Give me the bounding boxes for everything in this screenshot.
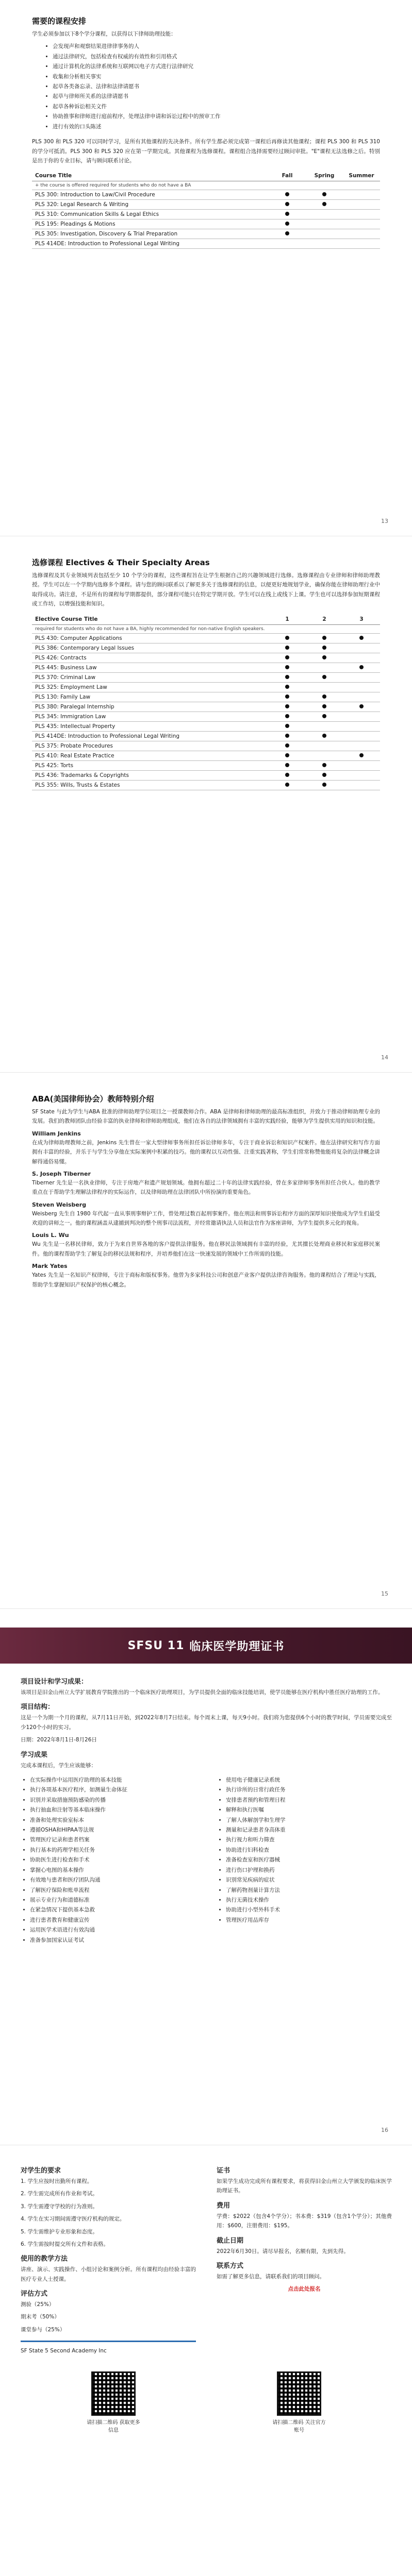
list-item: • 收集和分析相关事实 [53, 72, 380, 82]
availability-cell [343, 653, 380, 663]
course-title: PLS 445: Business Law [32, 663, 269, 672]
deadline-title: 截止日期 [217, 2236, 244, 2245]
fee-title: 费用 [217, 2201, 230, 2210]
availability-cell [269, 210, 306, 219]
availability-cell [343, 229, 380, 239]
list-item: • 执行抽血和注射等基本临床操作 [30, 1805, 196, 1815]
dot-icon [285, 734, 289, 738]
elective-course-table [32, 614, 380, 790]
outcomes-columns [21, 1773, 392, 1951]
availability-cell [269, 751, 306, 760]
course-title: PLS 375: Probate Procedures [32, 741, 269, 751]
table-row [32, 692, 380, 702]
list-item: • 准备检查室和医疗器械 [226, 1855, 392, 1865]
divider [21, 2341, 196, 2342]
list-item: • 协助医生进行检查和手术 [30, 1855, 196, 1865]
dot-icon [359, 704, 364, 708]
availability-cell [306, 190, 343, 200]
list-item: • 协助进行小型外科手术 [226, 1905, 392, 1915]
list-item: • 通过法律研究，包括检查有权威的有效性和引用格式 [53, 52, 380, 62]
availability-cell [343, 702, 380, 711]
availability-cell [269, 672, 306, 682]
list-item: • 运用医学术语进行有效沟通 [30, 1925, 196, 1935]
availability-cell [306, 200, 343, 210]
faculty-bio: Yates 先生是一名知识产权律师，专注于商标和版权事务。他曾为多家科技公司和创意产业客户提供法律咨询服务。他的课程结合了理论与实践，帮助学生掌握知识产权保护的核心概念。 [32, 1272, 380, 1288]
dot-icon [322, 773, 326, 777]
availability-cell [343, 731, 380, 741]
list-item: • 管理医疗记录和患者档案 [30, 1835, 196, 1845]
course-title: PLS 300: Introduction to Law/Civil Procedure [32, 190, 269, 200]
availability-cell [306, 229, 343, 239]
dot-icon [285, 202, 289, 206]
dot-icon [285, 753, 289, 757]
table-row [32, 682, 380, 692]
availability-cell [306, 633, 343, 643]
course-title: PLS 325: Employment Law [32, 682, 269, 692]
column-header: Course Title [32, 171, 269, 181]
list-item: • 起草各类备忘录、法律和法律请愿书 [53, 82, 380, 92]
column-header: Summer [343, 171, 380, 181]
project-paragraph: 该项目是旧金山州立大学扩展教育学院推出的一个临床医疗助理项目，为学员提供全面的临床技能培训，使学员能够在医疗机构中胜任医疗助理的工作。 [21, 1689, 384, 1696]
info-paragraph: 选修课程及其专业领域列表包括至少 10 个学分的课程，这些课程旨在让学生根据自己的兴趣领域进行选修。选修课程由专业律师和律师助理教授。学生可以在一个学期内选修多个课程。请与您的顾问联系以了解更多关于选修课程的信息，以便更好地规划学业，确保你能在律师助理行业中取得成功。请注意，不是所有的课程每学期都提供，部分课程可能只在特定学期开放。学生可以在线上或线下上课。学生也可以选择参加短期课程或工作坊，以增强技能和知识。 [32, 572, 380, 607]
list-item: 测验（25%） [21, 2301, 55, 2308]
availability-cell [306, 663, 343, 672]
availability-cell [269, 643, 306, 653]
table-row [32, 711, 380, 721]
list-item: • 管理医疗用品库存 [226, 1916, 392, 1925]
availability-cell [343, 770, 380, 780]
list-item: • 使用电子健康记录系统 [226, 1775, 392, 1785]
dot-icon [322, 734, 326, 738]
column-header: Spring [306, 171, 343, 181]
schedule-paragraph: 这是一个为期一个月的课程，从7月11日开始，到2022年8月7日结束。每个周末上课，每天9小时。我们将为您提供6个小时的教学时间，学员需要完成至少120个小时的实习。 [21, 1715, 392, 1731]
register-link[interactable]: 点击此处报名 [288, 2286, 321, 2293]
table-row [32, 741, 380, 751]
list-item: • 掌握心电图的基本操作 [30, 1866, 196, 1875]
list-item: • 准备和处理实验室标本 [30, 1816, 196, 1825]
page-number: 15 [381, 1590, 388, 1597]
schedule-title: 项目结构： [21, 1703, 55, 1711]
course-title: PLS 430: Computer Applications [32, 633, 269, 643]
availability-cell [269, 741, 306, 751]
dot-icon [322, 704, 326, 708]
course-title: PLS 425: Torts [32, 760, 269, 770]
dot-icon [285, 763, 289, 767]
requirements-list [21, 2177, 196, 2249]
availability-cell [343, 672, 380, 682]
program-banner [0, 1628, 412, 1664]
qr-row [21, 2371, 392, 2433]
list-item: • 遵循OSHA和HIPAA等法规 [30, 1825, 196, 1835]
table-row [32, 200, 380, 210]
availability-cell [306, 731, 343, 741]
section-title: 需要的课程安排 [32, 16, 87, 26]
dot-icon [322, 646, 326, 650]
list-item: 2. 学生需完成所有作业和考试。 [21, 2191, 98, 2197]
dot-icon [322, 192, 326, 196]
availability-cell [269, 682, 306, 692]
dot-icon [285, 646, 289, 650]
dot-icon [285, 694, 289, 699]
availability-cell [343, 633, 380, 643]
availability-cell [306, 210, 343, 219]
list-item: • 协助推事和律师进行庭前程序，处理法律申请和诉讼过程中的预审工作 [53, 112, 380, 122]
column-header: 2 [306, 614, 343, 625]
dot-icon [285, 714, 289, 718]
methods-paragraph: 讲座、演示、实践操作、小组讨论和案例分析。所有课程均由经验丰富的医疗专业人士授课。 [21, 2266, 196, 2282]
course-title: PLS 410: Real Estate Practice [32, 751, 269, 760]
list-item: • 测量和记录患者身高体重 [226, 1825, 392, 1835]
availability-cell [306, 721, 343, 731]
methods-title: 使用的教学方法 [21, 2255, 68, 2263]
availability-cell [269, 219, 306, 229]
requirements-title: 对学生的要求 [21, 2167, 61, 2175]
table-row [32, 219, 380, 229]
electives-section [32, 557, 380, 790]
list-item: 期末考（50%） [21, 2314, 60, 2320]
required-courses-section [32, 15, 380, 249]
list-item: 课堂参与（25%） [21, 2326, 65, 2333]
dot-icon [285, 655, 289, 659]
list-item: • 解释和执行医嘱 [226, 1805, 392, 1815]
list-item: • 有效地与患者和医疗团队沟通 [30, 1875, 196, 1885]
page-16 [0, 1609, 412, 2145]
list-item: • 进行伤口护理和换药 [226, 1866, 392, 1875]
course-title: PLS 414DE: Introduction to Professional Legal Writing [32, 731, 269, 741]
availability-cell [306, 711, 343, 721]
right-column [217, 2161, 392, 2359]
dot-icon [322, 675, 326, 679]
table-row [32, 770, 380, 780]
availability-cell [269, 702, 306, 711]
list-item: • 识别并采取措施预防感染的传播 [30, 1795, 196, 1805]
list-item: • 展示专业行为和道德标准 [30, 1895, 196, 1905]
course-title: PLS 436: Trademarks & Copyrights [32, 770, 269, 780]
dot-icon [322, 655, 326, 659]
fee-paragraph: 学费：$2022（包含4个学分）；书本费：$319（包含1个学分）；其他费用：$600，注册费用：$195。 [217, 2213, 392, 2229]
list-item: 1. 学生应按时出勤所有课程。 [21, 2178, 93, 2184]
page-17 [0, 2145, 412, 2576]
list-item: • 起草与律师所关系的法律请愿书 [53, 92, 380, 101]
qr-caption: 请扫描二维码 获取更多信息 [87, 2419, 140, 2433]
section-title: 选修课程 Electives & Their Specialty Areas [32, 558, 210, 567]
availability-cell [343, 780, 380, 790]
page-13 [0, 0, 412, 536]
table-row [32, 702, 380, 711]
dot-icon [359, 636, 364, 640]
availability-cell [269, 229, 306, 239]
skills-list [32, 42, 380, 132]
dot-icon [322, 783, 326, 787]
table-row [32, 653, 380, 663]
faculty-name: Louis L. Wu [32, 1232, 69, 1239]
list-item: • 通过计算机化的法律系统和互联网以电子方式进行法律研究 [53, 62, 380, 72]
course-title: PLS 370: Criminal Law [32, 672, 269, 682]
availability-cell [343, 711, 380, 721]
availability-cell [306, 751, 343, 760]
certificate-paragraph: 如果学生成功完成所有课程要求，将获得旧金山州立大学颁发的临床医学助理证书。 [217, 2178, 392, 2194]
column-header: 1 [269, 614, 306, 625]
availability-cell [269, 633, 306, 643]
faculty-name: William Jenkins [32, 1130, 81, 1137]
course-title: PLS 345: Immigration Law [32, 711, 269, 721]
dot-icon [285, 222, 289, 226]
qr-caption: 请扫描二维码 关注官方账号 [272, 2419, 326, 2433]
table-row [32, 229, 380, 239]
schedule-date: 日期：2022年8月1日-8月26日 [21, 1737, 97, 1743]
faculty-section [32, 1093, 380, 1293]
certificate-title: 证书 [217, 2167, 230, 2175]
dot-icon [285, 704, 289, 708]
course-title: PLS 355: Wills, Trusts & Estates [32, 780, 269, 790]
availability-cell [269, 721, 306, 731]
table-row [32, 760, 380, 770]
faculty-name: Steven Weisberg [32, 1201, 87, 1208]
table-row [32, 672, 380, 682]
contact-title: 联系方式 [217, 2262, 244, 2270]
availability-cell [306, 239, 343, 249]
required-course-table [32, 171, 380, 249]
availability-cell [343, 663, 380, 672]
company-name: SF State 5 Second Academy Inc [21, 2348, 107, 2354]
availability-cell [306, 653, 343, 663]
list-item: • 了解医疗保险和账单流程 [30, 1886, 196, 1895]
info-paragraph: PLS 300 和 PLS 320 可以同时学习，是所有其他课程的先决条件。所有学生都必须完成第一课程后再修读其他课程；课程 PLS 300 和 PLS 310 的学分可抵消。PLS 300 和 PLS 320 应在第一学期完成。其他课程为选修课程。课程组合选择需要经过顾问审批。"E"课程无法选修之后。特别是出于你的专业目标，请与顾问联系讨论。 [32, 139, 380, 164]
dot-icon [285, 665, 289, 669]
outcomes-list-right [217, 1775, 392, 1945]
availability-cell [343, 692, 380, 702]
dot-icon [285, 685, 289, 689]
column-header: Fall [269, 171, 306, 181]
dot-icon [285, 192, 289, 196]
page-number: 16 [381, 2127, 388, 2133]
availability-cell [343, 643, 380, 653]
dot-icon [322, 763, 326, 767]
course-title: PLS 305: Investigation, Discovery & Trial Preparation [32, 229, 269, 239]
page-number: 13 [381, 518, 388, 524]
availability-cell [269, 653, 306, 663]
availability-cell [343, 741, 380, 751]
availability-cell [343, 239, 380, 249]
list-item: • 执行基本的药理学相关任务 [30, 1845, 196, 1855]
grading-list [21, 2300, 196, 2334]
page-15 [0, 1073, 412, 1609]
dot-icon [285, 212, 289, 216]
list-item: 6. 学生需按时提交所有文件和表格。 [21, 2241, 109, 2247]
availability-cell [306, 643, 343, 653]
requirements-content [21, 2161, 392, 2433]
list-item: 3. 学生需遵守学校的行为准则。 [21, 2203, 98, 2210]
program-content [21, 1672, 392, 1951]
faculty-name: S. Joseph Tiberner [32, 1170, 91, 1177]
course-title: PLS 414DE: Introduction to Professional Legal Writing [32, 239, 269, 249]
list-item: • 了解人体解剖学和生理学 [226, 1816, 392, 1825]
table-row [32, 239, 380, 249]
list-item: • 执行视力和听力筛查 [226, 1835, 392, 1845]
dot-icon [322, 636, 326, 640]
table-row [32, 780, 380, 790]
list-item: • 了解药物剂量计算方法 [226, 1886, 392, 1895]
qr-block [85, 2371, 142, 2433]
availability-cell [306, 780, 343, 790]
availability-cell [343, 760, 380, 770]
course-title: PLS 130: Family Law [32, 692, 269, 702]
availability-cell [343, 200, 380, 210]
course-title: PLS 310: Communication Skills & Legal Ethics [32, 210, 269, 219]
table-row [32, 731, 380, 741]
qr-block [271, 2371, 327, 2433]
availability-cell [343, 210, 380, 219]
list-item: • 进行患者教育和健康宣传 [30, 1916, 196, 1925]
list-item: • 会发现声和观察结果进律律事务的人 [53, 42, 380, 52]
availability-cell [269, 190, 306, 200]
table-row [32, 190, 380, 200]
contact-paragraph: 如需了解更多信息，请联系我们的项目顾问。 [217, 2273, 325, 2280]
list-item: • 执行诊所的日常行政任务 [226, 1785, 392, 1795]
column-header: Elective Course Title [32, 614, 269, 625]
faculty-bio: Weisberg 先生自 1980 年代起一直从事刑事辩护工作，曾处理过数百起刑事案件。他在刑法和刑事诉讼程序方面的深厚知识使他成为学生们最受欢迎的讲师之一。他的课程涵盖从逮捕到判决的整个刑事司法流程，并经常邀请执法人员和法官作为客座讲师，为学生提供多元化的视角。 [32, 1210, 380, 1226]
availability-cell [343, 721, 380, 731]
qr-code-icon[interactable] [91, 2371, 136, 2416]
table-row [32, 721, 380, 731]
availability-cell [306, 692, 343, 702]
dot-icon [285, 675, 289, 679]
availability-cell [269, 770, 306, 780]
banner-brand: SFSU 11 [127, 1639, 185, 1652]
table-row [32, 643, 380, 653]
list-item: • 在紧急情况下提供基本急救 [30, 1905, 196, 1915]
dot-icon [322, 694, 326, 699]
availability-cell [306, 741, 343, 751]
dot-icon [285, 743, 289, 748]
availability-cell [343, 219, 380, 229]
qr-code-icon[interactable] [277, 2371, 321, 2416]
table-row [32, 633, 380, 643]
list-item: • 协助进行妇科检查 [226, 1845, 392, 1855]
outcomes-title: 学习成果 [21, 1751, 48, 1759]
availability-cell [269, 760, 306, 770]
page-number: 14 [381, 1054, 388, 1061]
table-row [32, 751, 380, 760]
grading-title: 评估方式 [21, 2290, 48, 2298]
course-title: PLS 195: Pleadings & Motions [32, 219, 269, 229]
availability-cell [269, 200, 306, 210]
availability-cell [306, 770, 343, 780]
page-14 [0, 536, 412, 1073]
availability-cell [269, 692, 306, 702]
availability-cell [343, 751, 380, 760]
availability-cell [269, 780, 306, 790]
outcomes-list-left [21, 1775, 196, 1945]
intro-text: SF State 与此为学生与ABA 批准的律师助理学位项目之一授课教师合作。ABA 是律师和律师助理的最高标准组织，并致力于推动律师助理专业的发展。我们的教师团队由经验丰富的执业律师和律师助理组成，他们在各自的法律领域拥有丰富的实践经验，能够为学生提供实用的知识和技能。 [32, 1109, 380, 1125]
left-column [21, 2161, 196, 2359]
table-note: + the course is offered required for students who do not have a BA [32, 181, 380, 190]
availability-cell [269, 731, 306, 741]
availability-cell [269, 711, 306, 721]
list-item: • 执行无菌技术操作 [226, 1895, 392, 1905]
dot-icon [285, 636, 289, 640]
outcomes-intro: 完成本课程后，学生应该能够： [21, 1762, 96, 1769]
faculty-bio: Wu 先生是一名移民律师，致力于为来自世界各地的客户提供法律服务。他在移民法领域拥有丰富的经验，尤其擅长处理商业移民和家庭移民案件。他的课程帮助学生了解复杂的移民法规和程序，并培养他们在这一快速发展的领域中工作所需的技能。 [32, 1241, 380, 1257]
availability-cell [306, 760, 343, 770]
column-header: 3 [343, 614, 380, 625]
list-item: • 准备参加国家认证考试 [30, 1936, 196, 1945]
availability-cell [343, 190, 380, 200]
faculty-bio: Tiberner 先生是一名执业律师，专注于房地产和遗产规划领域。他拥有超过二十年的法律实践经验，曾在多家律师事务所担任合伙人。他的教学重点在于帮助学生理解法律程序的实际运作，以及律师助理在法律团队中所扮演的重要角色。 [32, 1179, 380, 1196]
faculty-bio: 在成为律师助理教师之前，Jenkins 先生曾在一家大型律师事务所担任诉讼律师多年，专注于商业诉讼和知识产权案件。他在法律研究和写作方面拥有丰富的经验，并乐于与学生分享他在实际案例中积累的技巧。他的课程以互动性强、注重实践著称，学生们常常称赞他能将复杂的法律概念讲解得通俗易懂。 [32, 1139, 380, 1165]
deadline-paragraph: 2022年6月30日。请尽早报名，名额有限，先到先得。 [217, 2248, 349, 2255]
dot-icon [285, 231, 289, 235]
list-item: • 执行各项基本医疗程序，如测量生命体征 [30, 1785, 196, 1795]
list-item: • 安排患者预约和管理日程 [226, 1795, 392, 1805]
dot-icon [322, 202, 326, 206]
list-item: • 进行有效的口头陈述 [53, 122, 380, 132]
dot-icon [359, 665, 364, 669]
dot-icon [285, 724, 289, 728]
intro-text: 学生必须参加以下8个学分课程，以获得以下律师助理技能： [32, 31, 176, 37]
table-note: required for students who do not have a BA, highly recommended for non-native English speakers. [32, 624, 380, 633]
section-title: ABA(美国律师协会）教师特别介绍 [32, 1094, 154, 1104]
course-title: PLS 426: Contracts [32, 653, 269, 663]
course-title: PLS 380: Paralegal Internship [32, 702, 269, 711]
course-title: PLS 320: Legal Research & Writing [32, 200, 269, 210]
banner-title: 临床医学助理证书 [189, 1640, 285, 1653]
dot-icon [359, 753, 364, 757]
list-item: 4. 学生在实习期间需遵守医疗机构的规定。 [21, 2216, 125, 2223]
dot-icon [285, 773, 289, 777]
dot-icon [285, 783, 289, 787]
faculty-name: Mark Yates [32, 1263, 68, 1270]
course-title: PLS 386: Contemporary Legal Issues [32, 643, 269, 653]
availability-cell [269, 239, 306, 249]
course-title: PLS 435: Intellectual Property [32, 721, 269, 731]
availability-cell [269, 663, 306, 672]
availability-cell [343, 682, 380, 692]
project-title: 项目设计和学习成果： [21, 1678, 88, 1686]
availability-cell [306, 702, 343, 711]
list-item: • 起草各种诉讼相关文件 [53, 102, 380, 112]
table-row [32, 210, 380, 219]
availability-cell [306, 672, 343, 682]
list-item: 5. 学生需维护专业形象和态度。 [21, 2228, 98, 2235]
availability-cell [306, 682, 343, 692]
availability-cell [306, 219, 343, 229]
table-row [32, 663, 380, 672]
list-item: • 在实际操作中运用医疗助理的基本技能 [30, 1775, 196, 1785]
list-item: • 识别常见疾病的症状 [226, 1875, 392, 1885]
dot-icon [322, 714, 326, 718]
